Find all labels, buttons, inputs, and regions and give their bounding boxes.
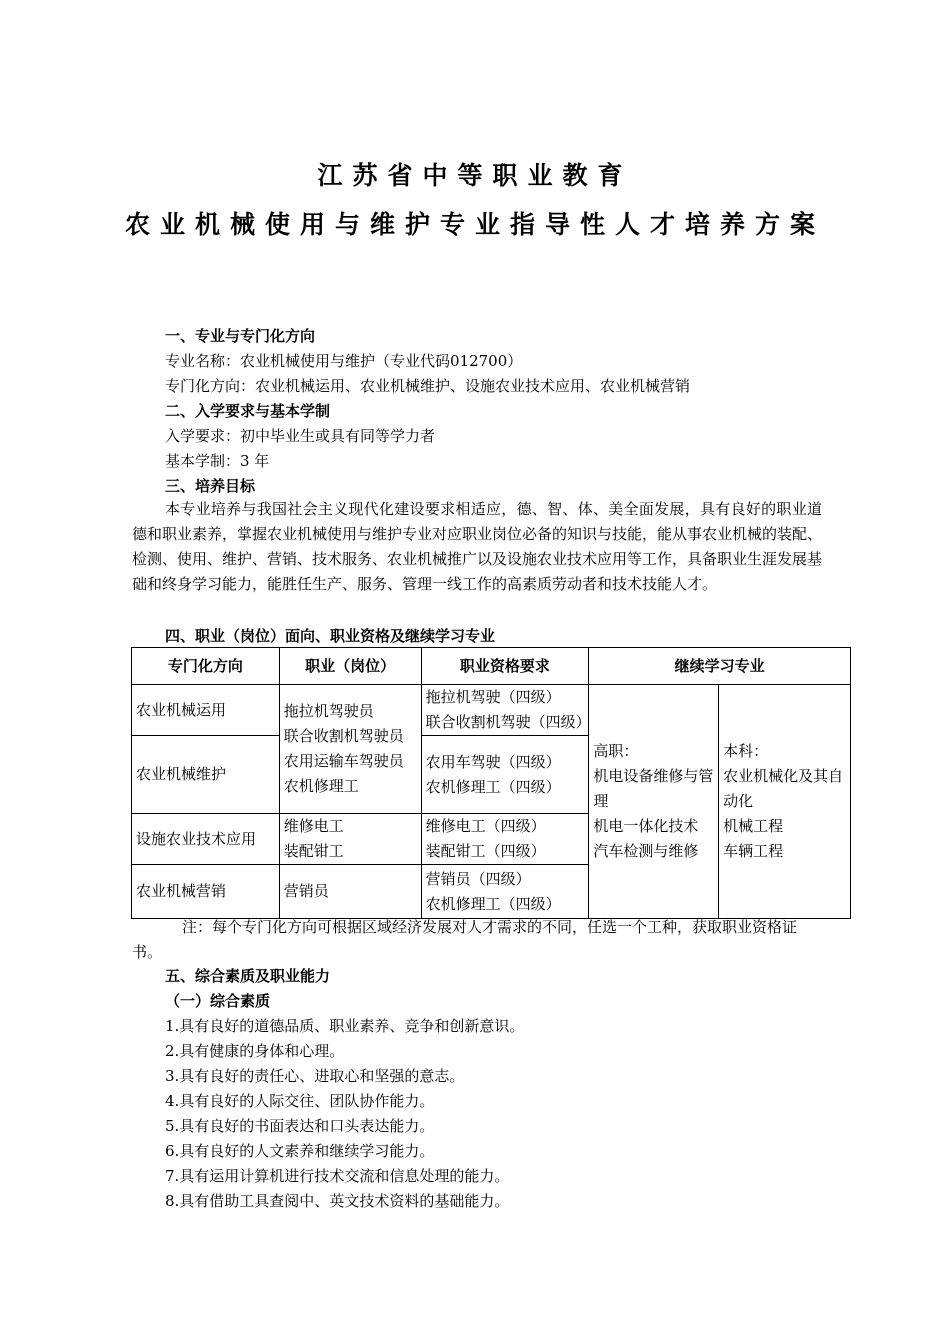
header-continuing-study: 继续学习专业 xyxy=(589,648,851,685)
quality-item: 2.具有健康的身体和心理。 xyxy=(165,1042,345,1060)
table-note: 注：每个专门化方向可根据区域经济发展对人才需求的不同，任选一个工种，获取职业资格证书。 xyxy=(132,918,798,961)
header-job: 职业（岗位） xyxy=(279,648,421,685)
admission-requirement: 入学要求：初中毕业生或具有同等学力者 xyxy=(165,427,436,445)
section4-heading: 四、职业（岗位）面向、职业资格及继续学习专业 xyxy=(165,627,496,645)
career-table xyxy=(131,647,851,919)
quality-item: 8.具有借助工具查阅中、英文技术资料的基础能力。 xyxy=(165,1192,510,1210)
specialization-directions: 专门化方向：农业机械运用、农业机械维护、设施农业技术应用、农业机械营销 xyxy=(165,377,691,395)
major-name: 专业名称：农业机械使用与维护（专业代码012700） xyxy=(165,352,523,370)
direction-cell: 农业机械维护 xyxy=(132,736,280,814)
training-goal-paragraph: 本专业培养与我国社会主义现代化建设要求相适应，德、智、体、美全面发展，具有良好的职业道德和职业素养，掌握农业机械使用与维护专业对应职业岗位必备的知识与技能，能从事农业机械的装配、检测、使用、维护、营销、技术服务、农业机械推广以及设施农业技术应用等工作，具备职业生涯发展基础和终身学习能力，能胜任生产、服务、管理一线工作的高素质劳动者和技术技能人才。 xyxy=(132,500,823,593)
section5-heading: 五、综合素质及职业能力 xyxy=(165,967,331,985)
qualification-cell: 营销员（四级） 农机修理工（四级） xyxy=(421,865,589,919)
quality-item: 7.具有运用计算机进行技术交流和信息处理的能力。 xyxy=(165,1167,510,1185)
job-cell: 维修电工 装配钳工 xyxy=(279,814,421,865)
qualification-cell: 维修电工（四级） 装配钳工（四级） xyxy=(421,814,589,865)
continuing-higher-vocational-cell: 高职： 机电设备维修与管理 机电一体化技术 汽车检测与维修 xyxy=(589,685,719,919)
direction-cell: 农业机械营销 xyxy=(132,865,280,919)
table-header-row xyxy=(132,648,851,685)
quality-item: 3.具有良好的责任心、进取心和坚强的意志。 xyxy=(165,1067,465,1085)
qualification-cell: 农用车驾驶（四级） 农机修理工（四级） xyxy=(421,736,589,814)
header-direction: 专门化方向 xyxy=(132,648,280,685)
qualification-cell: 拖拉机驾驶（四级） 联合收割机驾驶（四级） xyxy=(421,685,589,736)
direction-cell: 农业机械运用 xyxy=(132,685,280,736)
quality-item: 5.具有良好的书面表达和口头表达能力。 xyxy=(165,1117,435,1135)
section3-heading: 三、培养目标 xyxy=(165,477,256,495)
continuing-bachelor-cell: 本科： 农业机械化及其自动化 机械工程 车辆工程 xyxy=(719,685,851,919)
job-cell: 营销员 xyxy=(279,865,421,919)
section5-subheading: （一）综合素质 xyxy=(165,992,271,1010)
header-qualification: 职业资格要求 xyxy=(421,648,589,685)
quality-item: 1.具有良好的道德品质、职业素养、竞争和创新意识。 xyxy=(165,1017,525,1035)
section1-heading: 一、专业与专门化方向 xyxy=(165,327,316,345)
table-row xyxy=(132,685,851,736)
quality-item: 6.具有良好的人文素养和继续学习能力。 xyxy=(165,1142,435,1160)
document-title-line2: 农业机械使用与维护专业指导性人才培养方案 xyxy=(124,210,825,239)
study-duration: 基本学制：3 年 xyxy=(165,452,270,470)
section2-heading: 二、入学要求与基本学制 xyxy=(165,402,331,420)
document-title-line1: 江苏省中等职业教育 xyxy=(317,161,633,190)
quality-item: 4.具有良好的人际交往、团队协作能力。 xyxy=(165,1092,435,1110)
job-cell: 拖拉机驾驶员 联合收割机驾驶员 农用运输车驾驶员 农机修理工 xyxy=(279,685,421,814)
direction-cell: 设施农业技术应用 xyxy=(132,814,280,865)
